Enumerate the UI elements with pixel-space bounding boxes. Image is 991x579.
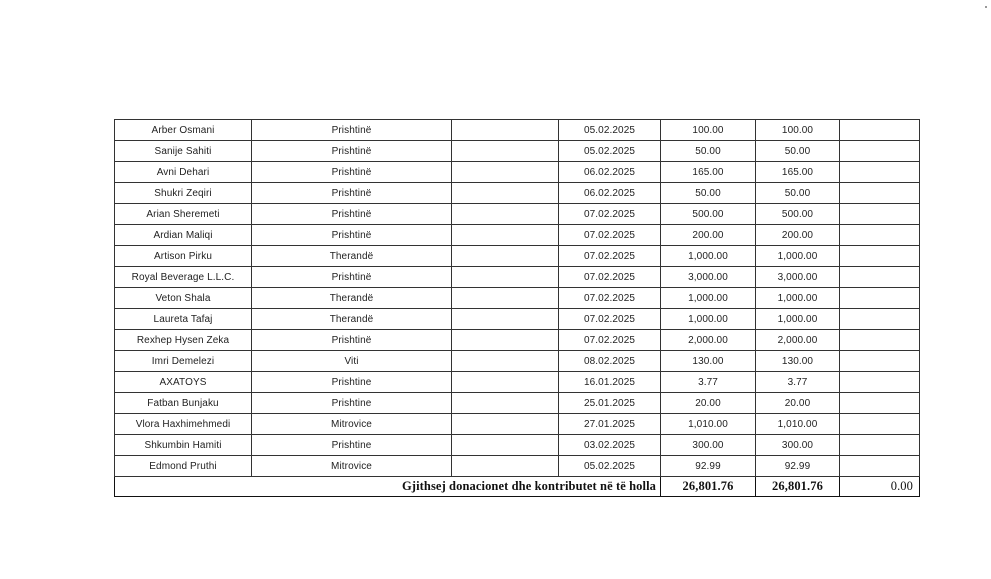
amount-2-cell: 200.00 [756, 225, 840, 246]
amount-cell: 1,000.00 [661, 309, 756, 330]
extra-cell [840, 330, 920, 351]
donor-name-cell: Vlora Haxhimehmedi [115, 414, 252, 435]
extra-cell [840, 246, 920, 267]
extra-cell [840, 393, 920, 414]
amount-2-cell: 3,000.00 [756, 267, 840, 288]
amount-cell: 20.00 [661, 393, 756, 414]
note-cell [452, 162, 559, 183]
table-row [115, 225, 920, 246]
note-cell [452, 372, 559, 393]
note-cell [452, 309, 559, 330]
total-label: Gjithsej donacionet dhe kontributet në të holla [115, 477, 661, 497]
amount-2-cell: 500.00 [756, 204, 840, 225]
city-cell: Prishtinë [252, 267, 452, 288]
note-cell [452, 225, 559, 246]
note-cell [452, 246, 559, 267]
extra-cell [840, 309, 920, 330]
extra-cell [840, 372, 920, 393]
date-cell: 06.02.2025 [559, 162, 661, 183]
donor-name-cell: Artison Pirku [115, 246, 252, 267]
table-row [115, 204, 920, 225]
date-cell: 05.02.2025 [559, 120, 661, 141]
amount-cell: 300.00 [661, 435, 756, 456]
table-row [115, 267, 920, 288]
amount-cell: 1,010.00 [661, 414, 756, 435]
amount-cell: 92.99 [661, 456, 756, 477]
amount-cell: 500.00 [661, 204, 756, 225]
table-row [115, 183, 920, 204]
date-cell: 07.02.2025 [559, 204, 661, 225]
amount-2-cell: 50.00 [756, 183, 840, 204]
table-row [115, 141, 920, 162]
date-cell: 07.02.2025 [559, 267, 661, 288]
city-cell: Prishtinë [252, 120, 452, 141]
city-cell: Therandë [252, 246, 452, 267]
city-cell: Mitrovice [252, 456, 452, 477]
donations-table [114, 119, 920, 497]
amount-cell: 1,000.00 [661, 246, 756, 267]
city-cell: Prishtine [252, 435, 452, 456]
donor-name-cell: Sanije Sahiti [115, 141, 252, 162]
date-cell: 06.02.2025 [559, 183, 661, 204]
amount-cell: 2,000.00 [661, 330, 756, 351]
amount-cell: 200.00 [661, 225, 756, 246]
extra-cell [840, 225, 920, 246]
table-row [115, 246, 920, 267]
corner-speck [985, 6, 987, 8]
date-cell: 07.02.2025 [559, 288, 661, 309]
table-row [115, 309, 920, 330]
table-row [115, 456, 920, 477]
amount-2-cell: 2,000.00 [756, 330, 840, 351]
amount-2-cell: 92.99 [756, 456, 840, 477]
date-cell: 07.02.2025 [559, 246, 661, 267]
date-cell: 07.02.2025 [559, 225, 661, 246]
note-cell [452, 120, 559, 141]
table-row [115, 414, 920, 435]
amount-cell: 3.77 [661, 372, 756, 393]
city-cell: Prishtinë [252, 141, 452, 162]
date-cell: 07.02.2025 [559, 309, 661, 330]
note-cell [452, 288, 559, 309]
donor-name-cell: Rexhep Hysen Zeka [115, 330, 252, 351]
table-row [115, 351, 920, 372]
donor-name-cell: Arber Osmani [115, 120, 252, 141]
donor-name-cell: Ardian Maliqi [115, 225, 252, 246]
donor-name-cell: Fatban Bunjaku [115, 393, 252, 414]
table-row [115, 393, 920, 414]
table-row [115, 162, 920, 183]
city-cell: Prishtinë [252, 204, 452, 225]
amount-2-cell: 100.00 [756, 120, 840, 141]
note-cell [452, 393, 559, 414]
donor-name-cell: Shukri Zeqiri [115, 183, 252, 204]
amount-2-cell: 130.00 [756, 351, 840, 372]
date-cell: 16.01.2025 [559, 372, 661, 393]
table-row [115, 120, 920, 141]
total-amount: 26,801.76 [661, 477, 756, 497]
note-cell [452, 141, 559, 162]
amount-2-cell: 50.00 [756, 141, 840, 162]
amount-cell: 50.00 [661, 141, 756, 162]
date-cell: 07.02.2025 [559, 330, 661, 351]
date-cell: 25.01.2025 [559, 393, 661, 414]
amount-2-cell: 300.00 [756, 435, 840, 456]
extra-cell [840, 351, 920, 372]
amount-2-cell: 20.00 [756, 393, 840, 414]
extra-cell [840, 120, 920, 141]
donor-name-cell: Imri Demelezi [115, 351, 252, 372]
donor-name-cell: Edmond Pruthi [115, 456, 252, 477]
extra-cell [840, 141, 920, 162]
note-cell [452, 183, 559, 204]
donor-name-cell: Shkumbin Hamiti [115, 435, 252, 456]
amount-cell: 3,000.00 [661, 267, 756, 288]
extra-cell [840, 162, 920, 183]
donor-name-cell: Laureta Tafaj [115, 309, 252, 330]
note-cell [452, 330, 559, 351]
city-cell: Therandë [252, 288, 452, 309]
amount-2-cell: 1,000.00 [756, 288, 840, 309]
amount-cell: 100.00 [661, 120, 756, 141]
amount-cell: 1,000.00 [661, 288, 756, 309]
donor-name-cell: Royal Beverage L.L.C. [115, 267, 252, 288]
table-row [115, 372, 920, 393]
extra-cell [840, 204, 920, 225]
note-cell [452, 267, 559, 288]
amount-cell: 165.00 [661, 162, 756, 183]
amount-2-cell: 1,000.00 [756, 246, 840, 267]
extra-cell [840, 288, 920, 309]
extra-cell [840, 183, 920, 204]
amount-2-cell: 1,010.00 [756, 414, 840, 435]
note-cell [452, 414, 559, 435]
note-cell [452, 435, 559, 456]
date-cell: 05.02.2025 [559, 456, 661, 477]
city-cell: Prishtine [252, 372, 452, 393]
donor-name-cell: Veton Shala [115, 288, 252, 309]
table-row [115, 330, 920, 351]
extra-cell [840, 267, 920, 288]
donor-name-cell: Arian Sheremeti [115, 204, 252, 225]
city-cell: Therandë [252, 309, 452, 330]
date-cell: 05.02.2025 [559, 141, 661, 162]
table-row [115, 288, 920, 309]
date-cell: 08.02.2025 [559, 351, 661, 372]
city-cell: Mitrovice [252, 414, 452, 435]
date-cell: 27.01.2025 [559, 414, 661, 435]
extra-cell [840, 435, 920, 456]
city-cell: Viti [252, 351, 452, 372]
date-cell: 03.02.2025 [559, 435, 661, 456]
table-row [115, 435, 920, 456]
table-body [115, 120, 920, 477]
note-cell [452, 351, 559, 372]
note-cell [452, 456, 559, 477]
note-cell [452, 204, 559, 225]
donor-name-cell: AXATOYS [115, 372, 252, 393]
donor-name-cell: Avni Dehari [115, 162, 252, 183]
extra-cell [840, 414, 920, 435]
amount-cell: 50.00 [661, 183, 756, 204]
amount-2-cell: 165.00 [756, 162, 840, 183]
total-amount-2: 26,801.76 [756, 477, 840, 497]
city-cell: Prishtinë [252, 162, 452, 183]
extra-cell [840, 456, 920, 477]
amount-2-cell: 3.77 [756, 372, 840, 393]
city-cell: Prishtine [252, 393, 452, 414]
amount-cell: 130.00 [661, 351, 756, 372]
total-row [115, 477, 920, 497]
city-cell: Prishtinë [252, 330, 452, 351]
amount-2-cell: 1,000.00 [756, 309, 840, 330]
total-extra: 0.00 [840, 477, 920, 497]
city-cell: Prishtinë [252, 225, 452, 246]
city-cell: Prishtinë [252, 183, 452, 204]
